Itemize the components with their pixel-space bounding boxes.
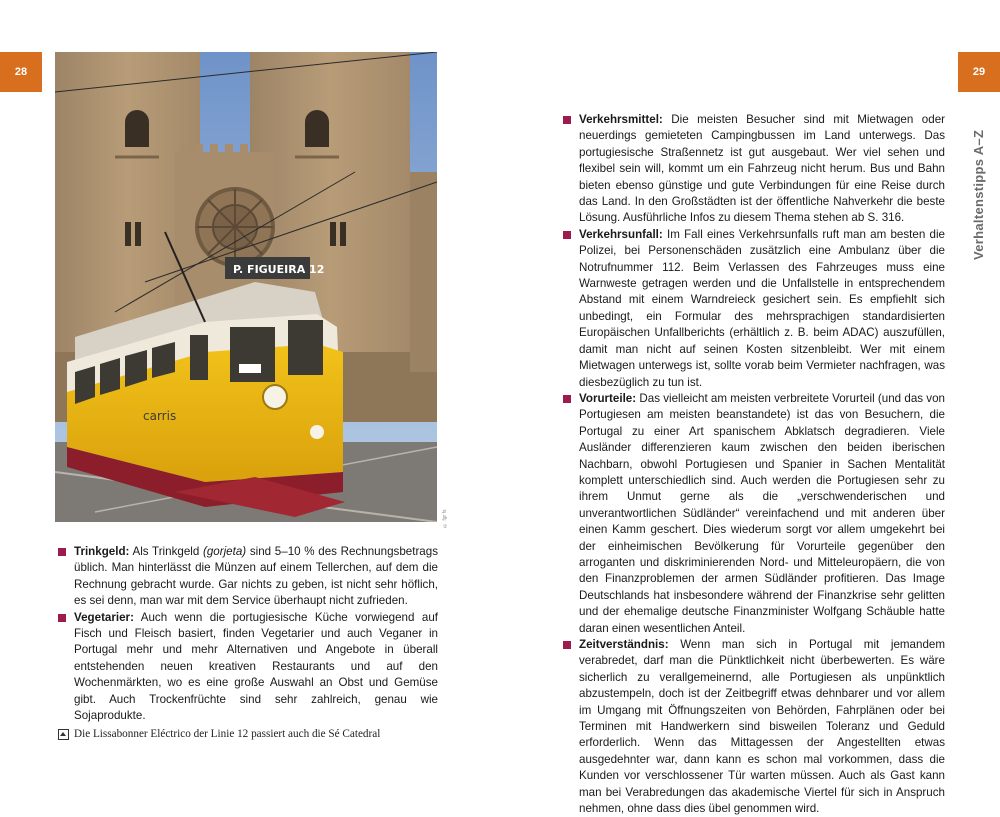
bullet-icon bbox=[563, 395, 571, 403]
page-number-left: 28 bbox=[0, 52, 42, 92]
bullet-icon bbox=[58, 614, 66, 622]
svg-text:P. FIGUEIRA 12: P. FIGUEIRA 12 bbox=[233, 263, 325, 276]
entry-text: sind 5–10 % des Rechnungsbetrags üblich. Man hinterlässt die Münzen auf einem Tellerchen, auf dem die Rechnung gebracht wurde. Gar nichts zu geben, ist nicht sehr höflich, es sei denn, man war mit dem Service überhaupt nicht zufrieden. bbox=[74, 545, 438, 608]
entry-text: Die meisten Besucher sind mit Mietwagen oder neuerdings gemieteten Campingbussen im Land unterwegs. Das portugiesische Straßennetz ist gut ausgebaut. Wer viel sehen und flexibel sein will, kommt um ein Fahrzeug nicht herum. Bus und Bahn bieten ebenso günstige und gute Verbindungen für eine Reise durch das Land. In den Großstädten ist der öffentliche Nahverkehr die beste Lösung. Ausführliche Infos zu diesem Thema stehen ab S. 316. bbox=[579, 113, 945, 225]
left-column bbox=[58, 544, 438, 724]
entry-text: Wenn man sich in Portugal mit jemandem verabredet, darf man die Pünktlichkeit nicht überbewerten. Es wäre sicherlich zu verallgemeinernd, alle Portugiesen als unpünktlich abzustempeln, doch ist der Zeitbegriff etwas dehnbarer und vor allem im Umgang mit Öffnungszeiten von Behörden, Fahrplänen oder bei Terminen mit Handwerkern sind bisweilen Toleranz und Geduld erforderlich. Wenn das Mittagessen der Angestellten etwas ausgedehnter war, dann kann es schon mal vorkommen, dass die Kunden vor verschlossener Tür warten müssen. Auch als Gast kann man bei Verabredungen das akademische Viertel für sich in Anspruch nehmen, ohne dass dies übel genommen wird. bbox=[579, 638, 945, 816]
tram-cathedral-photo bbox=[55, 52, 437, 522]
entry-term: Vegetarier: bbox=[74, 610, 134, 624]
photo-caption-icon bbox=[58, 729, 69, 740]
entry-text: Das vielleicht am meisten verbreitete Vorurteil (und das von Portugiesen am meisten beanstandete) ist das von Besuchern, die Portugal zu einer Art spanischem Abklatsch degradieren. Viele Ausländer differenzieren kaum zwischen den beiden iberischen Nachbarn, obwohl Portugiesen und Spanier in Sachen Mentalität komplett unterschiedlich sind. Auch werden die Portugiesen sehr zu ihrem Unmut gerne als die „verschwenderischen und unverantwortlichen Südländer“ vereinfachend und mit anderen über einen Kamm geschert. Dies wiederum sorgt vor allem umgekehrt bei der einheimischen Bevölkerung für Vorurteile gegenüber den arroganten und diskriminierenden Nord- und Mitteleuropäern, die von den Finanzproblemen der armen Südländer profitieren. Das Image Deutschlands hat insbesondere während der Finanzkrise sehr gelitten und der ehemalige deutsche Finanzminister Wolfgang Schäuble hatte daran einen wesentlichen Anteil. bbox=[579, 391, 945, 635]
entry-italic: (gorjeta) bbox=[202, 545, 247, 558]
svg-text:carris: carris bbox=[143, 409, 177, 423]
entry-term: Trinkgeld: bbox=[74, 545, 130, 558]
entry-term: Verkehrsunfall: bbox=[579, 227, 663, 241]
entry-trinkgeld bbox=[58, 544, 438, 610]
bullet-icon bbox=[563, 231, 571, 239]
photo-caption bbox=[58, 728, 438, 740]
photo-credit: © fgr fs bbox=[442, 509, 448, 528]
entry-verkehrsunfall bbox=[563, 227, 945, 391]
page-number-right: 29 bbox=[958, 52, 1000, 92]
entry-vorurteile bbox=[563, 391, 945, 637]
bullet-icon bbox=[563, 641, 571, 649]
entry-term: Verkehrsmittel: bbox=[579, 113, 663, 126]
entry-text: Als Trinkgeld bbox=[129, 545, 203, 558]
bullet-icon bbox=[58, 548, 66, 556]
entry-text: Auch wenn die portugiesische Küche vorwiegend auf Fisch und Fleisch basiert, finden Vegetarier und auch Veganer in Portugal mehr und mehr Alternativen und Angebote in überall entstehenden neuen kreativen Restaurants und auf den Wochenmärkten, wo es eine große Auswahl an Obst und Gemüse gibt. Auch Trockenfrüchte sind sehr zahlreich, genau wie Sojaprodukte. bbox=[74, 610, 438, 723]
right-column bbox=[563, 112, 945, 817]
section-side-title: Verhaltenstipps A–Z bbox=[971, 129, 986, 260]
entry-text: Im Fall eines Verkehrsunfalls ruft man am besten die Polizei, bei Personenschäden zusätzlich eine Ambulanz über die Notrufnummer 112. Beim Verlassen des Fahrzeuges muss eine Warnweste getragen werden und die Unfallstelle in entsprechendem Abstand mit einem Warndreieck gesichert sein. Es empfiehlt sich unbedingt, ein Formular des mehrsprachigen standardisierten Europäischen Unfallberichts (erhältlich z. B. beim ADAC) auszufüllen, damit man nicht auf seinen Kosten sitzenbleibt. Wer mit einem Mietwagen unterwegs ist, sollte vorab beim Vermieter nachfragen, was diesbezüglich zu tun ist. bbox=[579, 227, 945, 389]
bullet-icon bbox=[563, 116, 571, 124]
entry-zeitverstaendnis bbox=[563, 637, 945, 817]
caption-text: Die Lissabonner Eléctrico der Linie 12 passiert auch die Sé Catedral bbox=[74, 728, 381, 740]
entry-vegetarier bbox=[58, 610, 438, 725]
entry-verkehrsmittel bbox=[563, 112, 945, 227]
entry-term: Zeitverständnis: bbox=[579, 638, 669, 651]
entry-term: Vorurteile: bbox=[579, 391, 637, 405]
